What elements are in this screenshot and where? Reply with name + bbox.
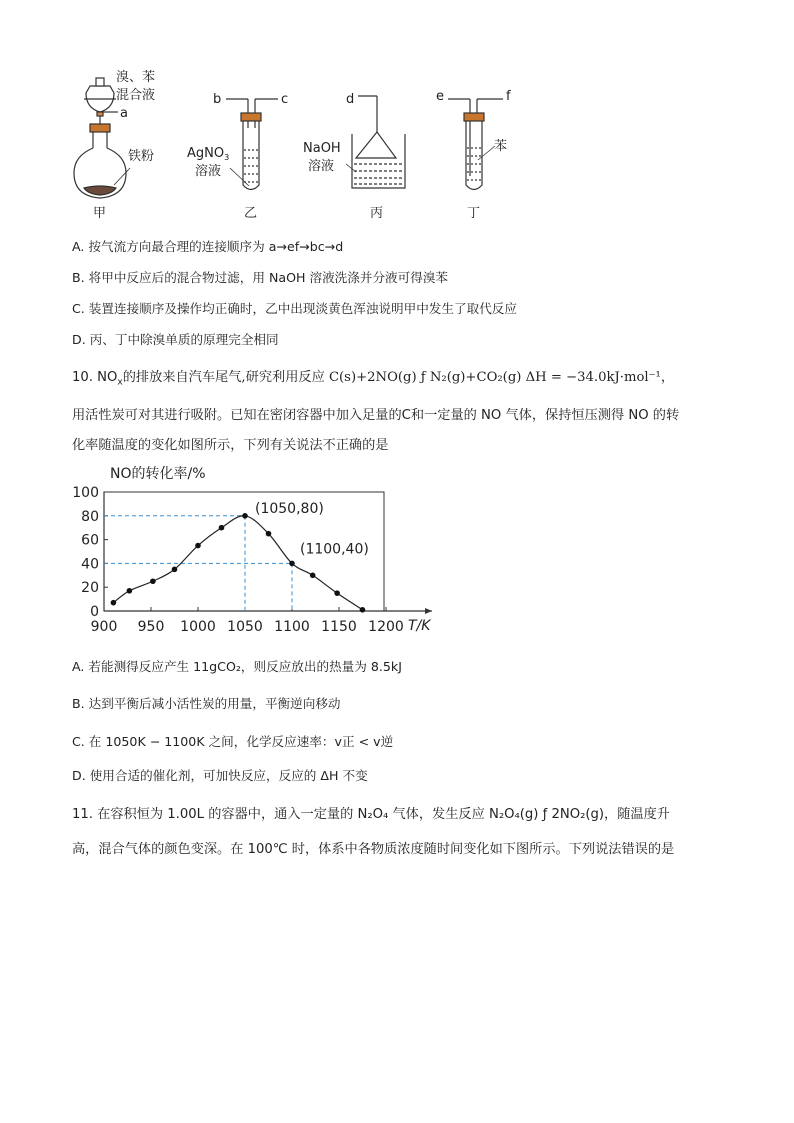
- x-tick-label: 1200: [368, 619, 404, 635]
- no-conversion-chart: [0, 460, 794, 650]
- data-point: [111, 600, 117, 606]
- iron-label: 铁粉: [128, 149, 155, 164]
- data-point: [289, 561, 295, 567]
- port-e: e: [436, 89, 444, 104]
- point-annotation: (1050,80): [255, 500, 324, 517]
- q10-option-b: B. 达到平衡后减小活性炭的用量，平衡逆向移动: [72, 696, 341, 711]
- y-tick-label: 20: [81, 580, 99, 597]
- x-tick-label: 950: [137, 619, 165, 635]
- x-tick-label: 1150: [321, 619, 357, 635]
- label-ding: 丁: [467, 206, 481, 221]
- q10-option-d: D. 使用合适的催化剂，可加快反应，反应的 ΔH 不变: [72, 768, 368, 783]
- port-b: b: [213, 92, 222, 107]
- data-point: [150, 578, 156, 584]
- funnel-label-1: 溴、苯: [116, 70, 156, 85]
- data-point: [242, 513, 248, 519]
- data-point: [334, 590, 340, 596]
- benzene-label: 苯: [494, 139, 508, 154]
- apparatus-bing: [346, 96, 405, 188]
- x-tick-label: 900: [90, 619, 118, 635]
- apparatus-figure: [0, 0, 794, 225]
- x-tick-label: 1050: [227, 619, 263, 635]
- y-tick-label: 40: [81, 556, 99, 573]
- data-point: [195, 543, 201, 549]
- label-bing: 丙: [370, 206, 384, 221]
- data-point: [266, 531, 272, 537]
- port-d: d: [346, 92, 355, 107]
- data-point: [310, 573, 316, 579]
- q11-line1: 11. 在容积恒为 1.00L 的容器中，通入一定量的 N₂O₄ 气体，发生反应 N₂O₄(g) ƒ 2NO₂(g)，随温度升: [72, 807, 670, 822]
- apparatus-yi: [226, 99, 278, 190]
- label-jia: 甲: [93, 206, 107, 221]
- chart-ylabel: NO的转化率/%: [110, 466, 206, 482]
- q9-option-d: D. 丙、丁中除溴单质的原理完全相同: [72, 332, 279, 347]
- conversion-curve: [113, 516, 362, 610]
- y-tick-label: 60: [81, 532, 99, 549]
- naoh-label-1: NaOH: [303, 141, 341, 156]
- data-point: [219, 525, 225, 531]
- q11-line2: 高，混合气体的颜色变深。在 100℃ 时，体系中各物质浓度随时间变化如下图所示。下列说法错误的是: [72, 842, 675, 857]
- q10-number: 10. NO: [72, 370, 118, 385]
- point-annotation: (1100,40): [300, 541, 369, 558]
- q9-option-c: C. 装置连接顺序及操作均正确时，乙中出现淡黄色浑浊说明甲中发生了取代反应: [72, 301, 517, 316]
- label-yi: 乙: [244, 206, 258, 221]
- naoh-label-2: 溶液: [308, 159, 335, 174]
- agno3-label-1: AgNO$_3$: [187, 146, 230, 162]
- q10-option-a: A. 若能测得反应产生 11gCO₂，则反应放出的热量为 8.5kJ: [72, 659, 402, 674]
- y-tick-label: 0: [90, 604, 99, 620]
- q10-reaction: 的排放来自汽车尾气,研究利用反应 C(s)+2NO(g) ƒ N₂(g)+CO₂(g) ΔH = −34.0kJ·mol⁻¹，: [122, 370, 675, 385]
- chart-xlabel: T/K: [408, 618, 431, 634]
- y-tick-label: 100: [72, 485, 99, 501]
- q9-option-b: B. 将甲中反应后的混合物过滤，用 NaOH 溶液洗涤并分液可得溴苯: [72, 270, 449, 285]
- data-point: [360, 607, 366, 613]
- funnel-label-2: 混合液: [116, 88, 156, 103]
- data-point: [127, 588, 133, 594]
- port-a: a: [120, 106, 128, 121]
- x-tick-label: 1000: [180, 619, 216, 635]
- q10-stem-line3: 化率随温度的变化如图所示，下列有关说法不正确的是: [72, 438, 389, 453]
- q10-stem-line1: [72, 366, 674, 388]
- q10-option-c: C. 在 1050K − 1100K 之间，化学反应速率：v正 < v逆: [72, 734, 394, 749]
- q9-option-a: A. 按气流方向最合理的连接顺序为 a→ef→bc→d: [72, 239, 344, 254]
- y-tick-label: 80: [81, 508, 99, 525]
- data-point: [172, 567, 178, 573]
- port-f: f: [506, 89, 511, 104]
- q10-stem-line2: 用活性炭可对其进行吸附。已知在密闭容器中加入足量的C和一定量的 NO 气体，保持恒压测得 NO 的转: [72, 408, 680, 423]
- agno3-label-2: 溶液: [195, 164, 222, 179]
- port-c: c: [281, 92, 289, 107]
- x-tick-label: 1100: [274, 619, 310, 635]
- x-axis-arrow: [425, 608, 432, 614]
- q10-sub: x: [117, 377, 123, 388]
